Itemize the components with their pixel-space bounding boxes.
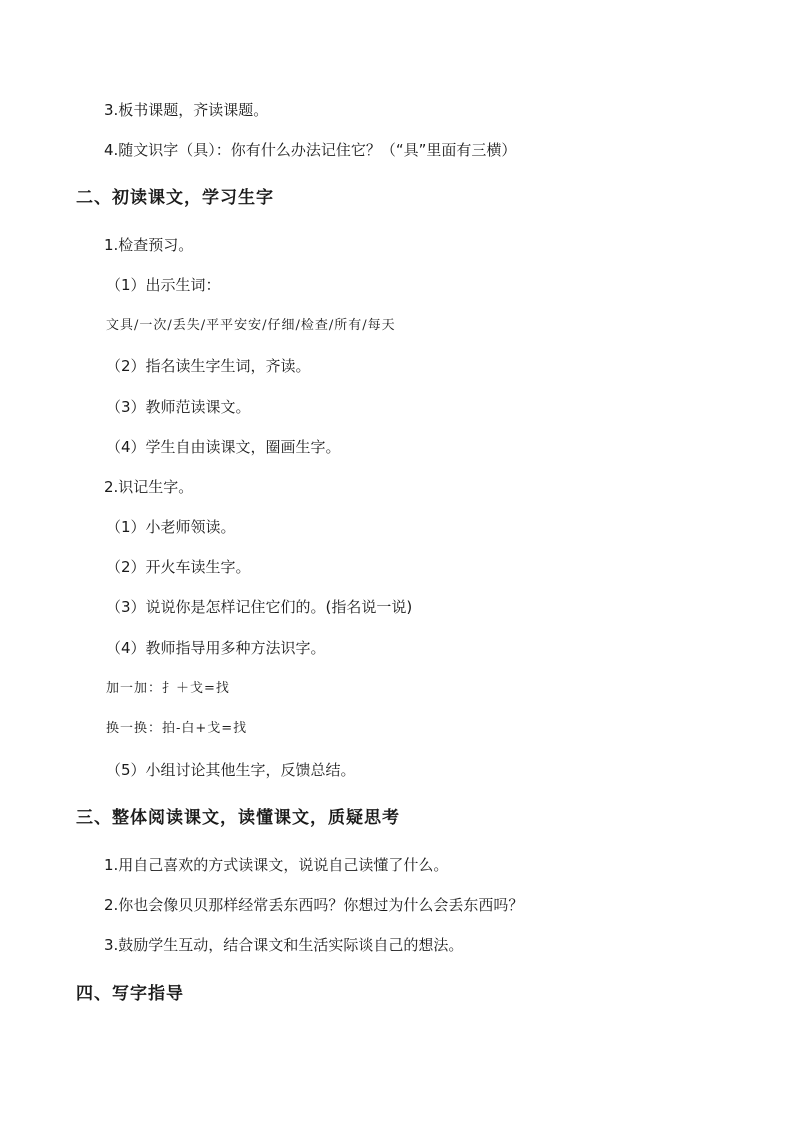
paragraph-line: （2）开火车读生字。	[106, 558, 251, 576]
paragraph-line: 4.随文识字（具）：你有什么办法记住它？（“具”里面有三横）	[104, 141, 517, 159]
paragraph-line: （3）说说你是怎样记住它们的。(指名说一说)	[106, 598, 413, 616]
paragraph-line: （4）教师指导用多种方法识字。	[106, 639, 326, 657]
paragraph-line: 1.检查预习。	[104, 236, 194, 254]
paragraph-line: （2）指名读生字生词，齐读。	[106, 357, 311, 375]
vocabulary-line: 文具/一次/丢失/平平安安/仔细/检查/所有/每天	[106, 318, 396, 333]
method-line: 换一换：拍-白+戈=找	[106, 721, 248, 736]
paragraph-line: 2.你也会像贝贝那样经常丢东西吗？你想过为什么会丢东西吗？	[104, 896, 524, 914]
paragraph-line: 2.识记生字。	[104, 478, 194, 496]
section-heading: 四、写字指导	[76, 984, 184, 1004]
paragraph-line: （5）小组讨论其他生字，反馈总结。	[106, 761, 356, 779]
paragraph-line: （4）学生自由读课文，圈画生字。	[106, 438, 341, 456]
section-heading: 二、初读课文，学习生字	[76, 188, 274, 208]
section-heading: 三、整体阅读课文，读懂课文，质疑思考	[76, 808, 400, 828]
paragraph-line: 1.用自己喜欢的方式读课文，说说自己读懂了什么。	[104, 856, 449, 874]
paragraph-line: （3）教师范读课文。	[106, 398, 251, 416]
paragraph-line: （1）小老师领读。	[106, 518, 236, 536]
paragraph-line: （1）出示生词：	[106, 276, 221, 294]
method-line: 加一加：扌＋戈=找	[106, 681, 230, 696]
paragraph-line: 3.板书课题，齐读课题。	[104, 101, 269, 119]
paragraph-line: 3.鼓励学生互动，结合课文和生活实际谈自己的想法。	[104, 936, 464, 954]
